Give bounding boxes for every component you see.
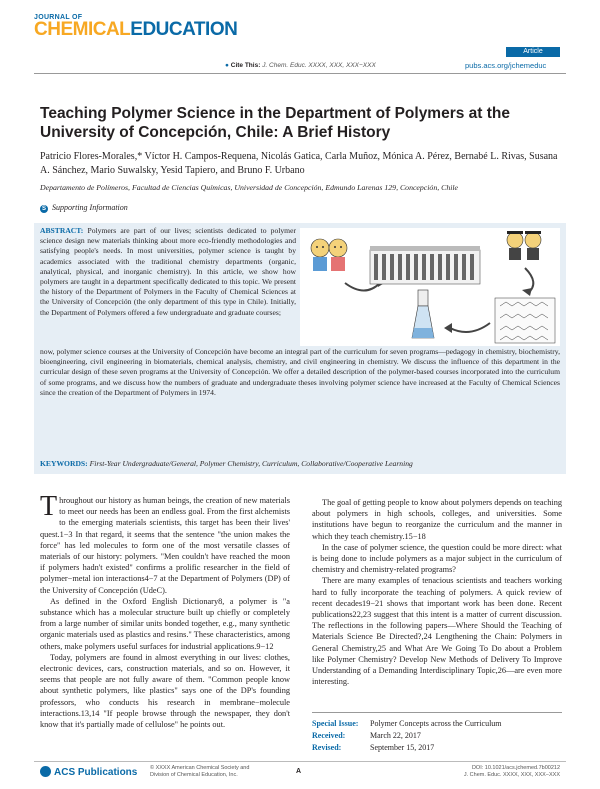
body-paragraph bbox=[40, 491, 290, 596]
doi-block[interactable] bbox=[420, 765, 560, 779]
journal-citation: J. Chem. Educ. XXXX, XXX, XXX−XXX bbox=[463, 772, 560, 778]
university-building-icon bbox=[370, 246, 480, 284]
abstract-label: ABSTRACT: bbox=[40, 226, 84, 235]
body-paragraph: Today, polymers are found in almost everything in our lives: clothes, electronic devices, cars, construction materials, and so on. However, it seems that people are not fully aware of them. "Common people know about synthetic polymers, like plastics" says one of the DP's founding professors, who conducts his research in membrane−molecule interactions.13,14 "If people browse through the newspaper, they don't know that it's partially made of cellulose" he points out. bbox=[40, 652, 290, 730]
abstract-graphic bbox=[300, 228, 560, 346]
doi-link[interactable]: DOI: 10.1021/acs.jchemed.7b00212 bbox=[471, 765, 560, 771]
article-title: Teaching Polymer Science in the Department of Polymers at the University of Concepción, Chile: A Brief History bbox=[40, 105, 511, 141]
special-issue-label: Special Issue: bbox=[312, 719, 359, 728]
acs-logo-icon bbox=[40, 766, 51, 777]
footer-divider bbox=[34, 761, 566, 762]
journal-url-link[interactable]: pubs.acs.org/jchemeduc bbox=[465, 61, 547, 70]
body-text: hroughout our history as human beings, the creation of new materials to meet our needs has been an endless goal. From the first alchemists to the emerging materials scientists, this target has been their lives' quest.1−3 In that regard, it seems that the sentence "the union makes the force" has led molecules to form one of the most versatile classes of materials of our history: polymers. "Men couldn't have reached the moon if polymers hadn't existed" confirms a prolific researcher in the field of polymer−metal ion interactions4−7 at the Department of Polymers (DP) of the University of Concepción (UdeC). bbox=[40, 496, 290, 595]
abstract-text-part2: now, polymer science courses at the University of Concepción have become an integral part of the curriculum for seven programs—pedagogy in chemistry, biochemistry, bioengineering, civil engineering in biomaterials, chemical analysis, chemistry, and civil engineering in chemistry. We discuss the influence of this department in the curricular design of these seven programs at the University of Concepción. We offer a detailed description of the polymer-based courses incorporated into the curriculum of some programs, and we discuss how the numbers of graduate and undergraduate theses involving polymer science have increased at the Faculty of Chemical Sciences since the creation of the Department of Polymers in 1974. bbox=[40, 347, 560, 397]
abstract-text-part1 bbox=[40, 226, 296, 318]
cite-this[interactable] bbox=[225, 62, 376, 69]
copyright-line-2: Division of Chemical Education, Inc. bbox=[150, 772, 238, 778]
special-divider bbox=[312, 712, 562, 713]
keywords bbox=[40, 459, 560, 468]
copyright-line-1: © XXXX American Chemical Society and bbox=[150, 765, 250, 771]
body-paragraph: There are many examples of tenacious scientists and teachers working hard to fully incorporate the teaching of polymers. A quick review of recent decades19−21 shows that important work has been done. Recent publications22,23 suggest that this intent is a matter of current discussion. The reflections in the following papers—Where Should the Teaching of Materials Science Be Directed?,24 Lengthening the Chain: Polymers in General Chemistry,25 and What Are We Going To Do about a Problem like Polymer Chemistry? Develop New Methods of Delivery To Improve Understanding of a Demanding Interdisciplinary Topic,26—are even more interesting. bbox=[312, 576, 562, 687]
cite-label: Cite This: bbox=[230, 62, 261, 69]
revised-row bbox=[312, 742, 562, 754]
copyright bbox=[150, 765, 260, 779]
body-column-left bbox=[40, 491, 290, 730]
cite-icon: ● bbox=[225, 62, 229, 69]
supporting-info-link[interactable] bbox=[40, 203, 128, 213]
author-list bbox=[40, 150, 560, 178]
body-paragraph: In the case of polymer science, the question could be more direct: what is being done to include polymers as a major subject in the curriculum of chemistry and chemistry-related programs? bbox=[312, 542, 562, 575]
journal-name-small: JOURNAL OF bbox=[34, 14, 83, 21]
journal-logo bbox=[34, 20, 237, 40]
publisher-name: ACS Publications bbox=[54, 767, 138, 778]
revised-label: Revised: bbox=[312, 743, 342, 752]
journal-logo-part2: EDUCATION bbox=[130, 19, 238, 40]
body-paragraph: As defined in the Oxford English Dictionary8, a polymer is "a substance which has a molecular structure built up chiefly or completely from a large number of similar units bonded together, e.g., many synthetic organic materials used as plastics and resins." These characteristics, among others, make polymers useful surfaces for industrial applications.9−12 bbox=[40, 596, 290, 651]
article-type-badge: Article bbox=[506, 47, 560, 57]
received-date: March 22, 2017 bbox=[370, 731, 421, 740]
special-issue-text: Polymer Concepts across the Curriculum bbox=[370, 719, 502, 728]
special-issue-row bbox=[312, 718, 562, 730]
supporting-info-label: Supporting Information bbox=[52, 203, 128, 212]
affiliation: Departamento de Polímeros, Facultad de Ciencias Químicas, Universidad de Concepción, Edmundo Larenas 129, Concepción, Chile bbox=[40, 183, 459, 192]
cite-text: J. Chem. Educ. XXXX, XXX, XXX−XXX bbox=[262, 62, 376, 69]
article-dates bbox=[312, 718, 562, 754]
received-row bbox=[312, 730, 562, 742]
header-divider bbox=[34, 73, 566, 74]
keywords-label: KEYWORDS: bbox=[40, 459, 88, 468]
received-label: Received: bbox=[312, 731, 346, 740]
acs-publications-logo[interactable] bbox=[40, 766, 137, 778]
abstract-body-1: Polymers are part of our lives; scientists dedicated to polymer science design new materials thinking about more eco-friendly methodologies and satisfying people's needs. In most universities, polymer science is taught by academics associated with the traditional chemistry departments (organic, analytical, physical, and inorganic chemistry). In this article, we show how polymers are taught in a department specifically dedicated to this topic. We present the history of the Department of Polymers in the Faculty of Chemical Sciences at the University of Concepción (the only department of this type in Chile). Initially, the Department of Polymers offered a few undergraduate and graduate courses; bbox=[40, 226, 296, 317]
journal-logo-part1: CHEMICAL bbox=[34, 19, 131, 40]
author-names: Patricio Flores-Morales,* Víctor H. Campos-Requena, Nicolás Gatica, Carla Muñoz, Mónica A. Pérez, Bernabé L. Rivas, Susana A. Sánchez, Mario Suwalsky, Yesid Tapiero, and Bruno F. Urbano bbox=[40, 151, 558, 176]
polymer-structures-icon bbox=[495, 298, 555, 343]
keywords-text: First-Year Undergraduate/General, Polymer Chemistry, Curriculum, Collaborative/Cooperative Learning bbox=[89, 459, 413, 468]
revised-date: September 15, 2017 bbox=[370, 743, 435, 752]
dropcap: T bbox=[40, 491, 58, 522]
supporting-info-icon: S bbox=[41, 206, 46, 212]
body-paragraph: The goal of getting people to know about polymers depends on teaching about polymers in high schools, colleges, and universities. Some institutions have begun to reorganize the curriculum and the manner in which they teach chemistry.15−18 bbox=[312, 498, 562, 541]
body-column-right bbox=[312, 497, 562, 687]
page-number: A bbox=[296, 768, 302, 775]
